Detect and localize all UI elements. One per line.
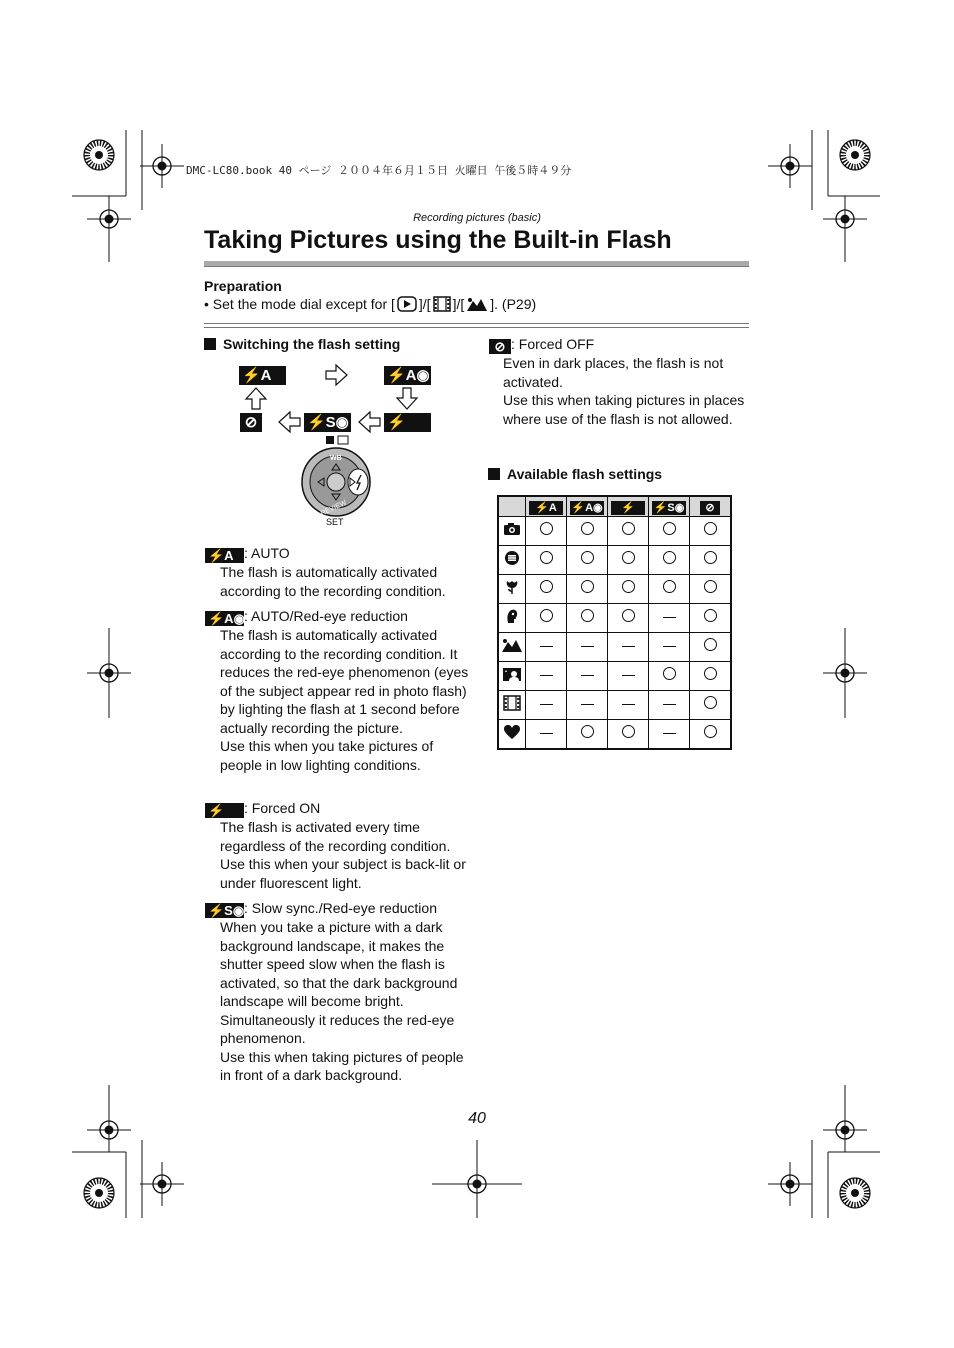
cell-auto-redeye [567, 691, 608, 720]
cell-auto [526, 546, 567, 575]
cell-auto-redeye [567, 546, 608, 575]
col-slow-redeye [649, 496, 690, 517]
dial-review-label: REVIEW [319, 499, 348, 518]
available-mark [704, 609, 717, 622]
col-forced-on [608, 496, 649, 517]
col-forced-on-icon: ⚡ [611, 501, 645, 515]
table-row [498, 691, 731, 720]
entry-forced-off-text2: Use this when taking pictures in places where use of the flash is not allowed. [503, 392, 745, 427]
available-mark [704, 638, 717, 651]
playback-mode-icon [397, 296, 417, 315]
entry-auto-redeye-text2: Use this when you take pictures of people in low lighting conditions. [220, 738, 434, 773]
cell-slow-redeye [649, 662, 690, 691]
cell-auto [526, 604, 567, 633]
heading-square-icon [204, 338, 216, 350]
prep-text-start: • Set the mode dial except for [ [204, 296, 395, 312]
table-row [498, 633, 731, 662]
col-auto [526, 496, 567, 517]
cell-auto [526, 575, 567, 604]
print-header: DMC-LC80.book 40 ページ ２００４年６月１５日 火曜日 午後５時４９分 [186, 164, 572, 177]
available-mark [622, 551, 635, 564]
cell-forced-off [690, 546, 732, 575]
table-row [498, 575, 731, 604]
entry-slow-redeye-text2: Use this when taking pictures of people in front of a dark background. [220, 1048, 464, 1083]
entry-forced-on-text: The flash is activated every time regardless of the recording condition. Use this when your subject is back-lit or under fluorescent light. [220, 819, 466, 891]
diagram-auto-badge: ⚡A [239, 366, 286, 385]
available-mark [622, 609, 635, 622]
col-auto-redeye [567, 496, 608, 517]
portrait-icon [498, 604, 526, 633]
entry-forced-off-label: : Forced OFF [511, 336, 595, 352]
cell-auto [526, 662, 567, 691]
motion-picture-mode-icon [433, 296, 451, 315]
available-mark [622, 522, 635, 535]
available-mark [581, 551, 594, 564]
unavailable-mark [663, 617, 676, 618]
cell-slow-redeye [649, 691, 690, 720]
diagram-forced-on-badge: ⚡ [384, 413, 431, 432]
unavailable-mark [581, 675, 594, 676]
table-row [498, 604, 731, 633]
available-mark [704, 725, 717, 738]
prep-text-end: ]. (P29) [490, 296, 537, 312]
running-head: Recording pictures (basic) [413, 212, 541, 224]
available-mark [581, 522, 594, 535]
unavailable-mark [540, 733, 553, 734]
available-mark [540, 551, 553, 564]
entry-forced-on-label: : Forced ON [244, 800, 321, 816]
cell-forced-on [608, 633, 649, 662]
cell-forced-on [608, 720, 649, 750]
heading-square-icon [488, 468, 500, 480]
preparation-line [204, 296, 536, 315]
unavailable-mark [581, 704, 594, 705]
cell-slow-redeye [649, 633, 690, 662]
unavailable-mark [663, 646, 676, 647]
entry-forced-on [205, 799, 475, 892]
unavailable-mark [663, 704, 676, 705]
available-mark [704, 522, 717, 535]
scenery-icon [498, 633, 526, 662]
table-row [498, 720, 731, 750]
available-heading-text: Available flash settings [507, 466, 663, 482]
prep-sep-1: ]/[ [418, 296, 431, 312]
unavailable-mark [663, 733, 676, 734]
entry-slow-redeye-label: : Slow sync./Red-eye reduction [244, 900, 437, 916]
cell-auto-redeye [567, 633, 608, 662]
available-mark [704, 667, 717, 680]
col-slow-redeye-icon: ⚡S◉ [653, 501, 685, 514]
cell-auto [526, 691, 567, 720]
cell-slow-redeye [649, 575, 690, 604]
cell-auto [526, 720, 567, 750]
available-mark [622, 725, 635, 738]
title-rule [204, 261, 749, 267]
entry-forced-off [489, 335, 749, 428]
cell-slow-redeye [649, 517, 690, 546]
night-portrait-icon [498, 662, 526, 691]
diagram-forced-off-badge: ⊘ [240, 413, 262, 432]
page-title: Taking Pictures using the Built-in Flash [204, 226, 672, 254]
cell-forced-on [608, 546, 649, 575]
entry-auto [205, 544, 475, 600]
cell-auto-redeye [567, 575, 608, 604]
cell-slow-redeye [649, 720, 690, 750]
cell-forced-off [690, 691, 732, 720]
preparation-heading: Preparation [204, 278, 282, 294]
unavailable-mark [540, 675, 553, 676]
available-mark [663, 551, 676, 564]
col-forced-off-icon: ⊘ [700, 501, 720, 515]
cell-auto [526, 517, 567, 546]
cell-forced-off [690, 517, 732, 546]
unavailable-mark [622, 675, 635, 676]
switching-heading [204, 336, 400, 352]
slow-redeye-flash-icon: ⚡S◉ [205, 903, 244, 918]
entry-auto-label: : AUTO [244, 545, 290, 561]
camera-icon [498, 517, 526, 546]
available-mark [663, 522, 676, 535]
available-mark [663, 667, 676, 680]
unavailable-mark [540, 646, 553, 647]
cell-slow-redeye [649, 604, 690, 633]
available-mark [581, 609, 594, 622]
flash-cycle-diagram [236, 362, 436, 532]
cell-auto-redeye [567, 604, 608, 633]
motion-picture-icon [498, 691, 526, 720]
entry-forced-off-text: Even in dark places, the flash is not activated. [503, 355, 724, 390]
flash-settings-table [497, 495, 732, 750]
entry-auto-redeye-text: The flash is automatically activated according to the recording condition. It reduces the red-eye phenomenon (eyes of the subject appear red in photo flash) by lighting the flash at 1 second before actually recording the picture. [220, 627, 469, 736]
cell-forced-off [690, 604, 732, 633]
section-rule [204, 323, 749, 328]
available-mark [704, 551, 717, 564]
auto-redeye-flash-icon: ⚡A◉ [205, 611, 244, 626]
cell-forced-on [608, 604, 649, 633]
unavailable-mark [622, 704, 635, 705]
forced-on-flash-icon: ⚡ [205, 803, 244, 818]
col-auto-icon: ⚡A [529, 501, 563, 515]
simple-mode-icon [498, 720, 526, 750]
table-header-row [498, 496, 731, 517]
entry-slow-redeye [205, 899, 475, 1085]
diagram-slow-redeye-badge: ⚡S◉ [304, 413, 351, 432]
available-mark [581, 580, 594, 593]
available-mark [663, 580, 676, 593]
forced-off-flash-icon: ⊘ [489, 339, 511, 354]
economy-icon [498, 546, 526, 575]
table-row [498, 517, 731, 546]
available-mark [622, 580, 635, 593]
cell-forced-on [608, 575, 649, 604]
cell-slow-redeye [649, 546, 690, 575]
table-row [498, 662, 731, 691]
auto-flash-icon: ⚡A [205, 548, 244, 563]
unavailable-mark [622, 646, 635, 647]
available-mark [704, 696, 717, 709]
available-mark [704, 580, 717, 593]
available-mark [540, 580, 553, 593]
cell-auto [526, 633, 567, 662]
available-mark [540, 609, 553, 622]
macro-icon [498, 575, 526, 604]
available-heading [488, 466, 662, 482]
entry-auto-redeye [205, 607, 475, 774]
col-auto-redeye-icon: ⚡A◉ [571, 501, 603, 514]
table-row [498, 546, 731, 575]
entry-auto-redeye-label: : AUTO/Red-eye reduction [244, 608, 408, 624]
switching-heading-text: Switching the flash setting [223, 336, 401, 352]
available-mark [540, 522, 553, 535]
scenery-mode-icon [466, 296, 488, 315]
cell-forced-off [690, 575, 732, 604]
unavailable-mark [581, 646, 594, 647]
cell-auto-redeye [567, 517, 608, 546]
col-forced-off [690, 496, 732, 517]
entry-auto-text: The flash is automatically activated according to the recording condition. [220, 564, 446, 599]
cell-auto-redeye [567, 662, 608, 691]
dial-set-label: SET [326, 517, 344, 527]
prep-sep-2: ]/[ [452, 296, 465, 312]
diagram-auto-redeye-badge: ⚡A◉ [384, 366, 431, 385]
cell-forced-off [690, 720, 732, 750]
unavailable-mark [540, 704, 553, 705]
entry-slow-redeye-text: When you take a picture with a dark background landscape, it makes the shutter speed slow when the flash is activated, so that the dark background landscape will become bright. Simultaneously it reduces the red-eye phenomenon. [220, 919, 458, 1046]
available-mark [581, 725, 594, 738]
cell-forced-on [608, 691, 649, 720]
cell-auto-redeye [567, 720, 608, 750]
table-corner [498, 496, 526, 517]
svg-text:WB: WB [330, 455, 342, 462]
cell-forced-off [690, 662, 732, 691]
page-number: 40 [468, 1110, 486, 1127]
cell-forced-on [608, 662, 649, 691]
cell-forced-on [608, 517, 649, 546]
cell-forced-off [690, 633, 732, 662]
